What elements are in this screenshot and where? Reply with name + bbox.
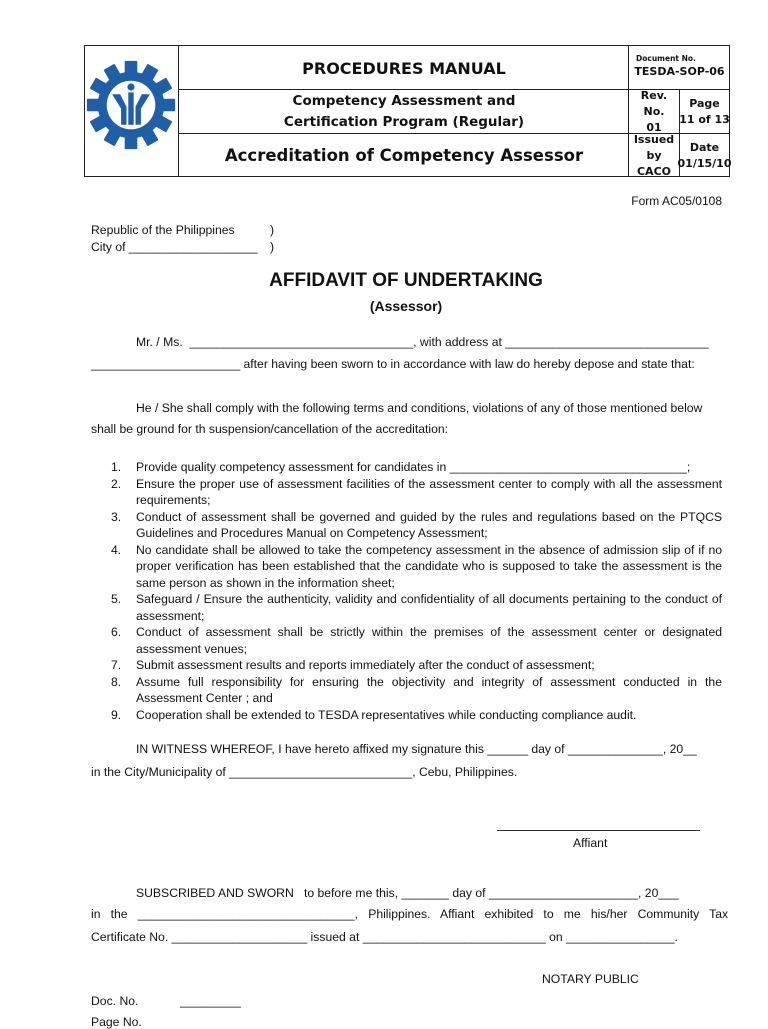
affidavit-title: AFFIDAVIT OF UNDERTAKING [269, 270, 543, 291]
affiant-label: Affiant [573, 836, 608, 850]
term-number: 1. [111, 460, 122, 474]
date-cell [679, 134, 730, 177]
sworn-line-2: in the ________________________________, Philippines. Affiant exhibited to me his/her Community Tax [91, 907, 729, 921]
witness-line-1: IN WITNESS WHEREOF, I have hereto affixed my signature this ______ day of ______________, 20__ [136, 742, 697, 756]
doc-no-blank: _________ [180, 994, 242, 1008]
affiant-signature-line [497, 830, 700, 831]
term-number: 6. [111, 625, 122, 639]
sworn-line-3: Certificate No. ____________________ issued at ___________________________ on ________________. [91, 930, 678, 944]
term-number: 4. [111, 542, 122, 557]
term-text: Ensure the proper use of assessment facilities of the assessment center to comply with all the assessment requirements; [136, 476, 722, 507]
list-item [91, 657, 722, 674]
term-text: Conduct of assessment shall be strictly within the premises of the assessment center or designated assessment venues; [136, 625, 722, 656]
venue-paren-2: ) [270, 240, 275, 254]
date-label: Date [689, 140, 720, 154]
intro-line-3: He / She shall comply with the following terms and conditions, violations of any of those mentioned below [136, 401, 703, 415]
document-number: TESDA-SOP-06 [634, 65, 725, 78]
term-text: Safeguard / Ensure the authenticity, validity and confidentiality of all documents pertaining to the conduct of assessment; [136, 592, 722, 623]
term-number: 5. [111, 592, 122, 606]
term-number: 2. [111, 476, 122, 491]
page-value: 11 of 13 [679, 113, 730, 126]
term-number: 9. [111, 707, 122, 722]
tesda-gear-logo-icon [86, 60, 176, 150]
document-number-cell [629, 46, 730, 90]
document-header [84, 45, 730, 177]
venue-republic: Republic of the Philippines [91, 223, 235, 237]
program-line-1: Competency Assessment and [292, 93, 516, 109]
revision-cell [629, 90, 679, 134]
notary-public-label: NOTARY PUBLIC [542, 972, 639, 986]
term-number: 8. [111, 674, 122, 689]
term-number: 7. [111, 658, 122, 672]
affidavit-subtitle: (Assessor) [369, 298, 443, 314]
list-item [91, 459, 722, 476]
document-number-label: Document No. [636, 54, 696, 63]
list-item [91, 674, 722, 707]
issued-by-value: CACO [636, 164, 671, 178]
list-item [91, 591, 722, 624]
doc-no-label: Doc. No. [91, 994, 139, 1008]
revision-value: 01 [646, 121, 662, 134]
intro-line-2: ______________________ after having been sworn to in accordance with law do hereby depose and state that: [91, 357, 695, 371]
issued-by-label: Issued by [633, 132, 675, 162]
revision-label: Rev. No. [640, 89, 668, 118]
term-text: Submit assessment results and reports immediately after the conduct of assessment; [136, 658, 595, 672]
term-text: Assume full responsibility for ensuring the objectivity and integrity of assessment conducted in the Assessment Center ; and [136, 674, 722, 705]
list-item [91, 707, 722, 724]
term-text: No candidate shall be allowed to take the competency assessment in the absence of admission slip of if no proper verification has been established that the candidate who is supposed to take the assessment is the same person as shown in the information sheet; [136, 542, 722, 590]
term-text: Cooperation shall be extended to TESDA representatives while conducting compliance audit. [136, 707, 637, 722]
date-value: 01/15/10 [677, 156, 732, 170]
manual-title: PROCEDURES MANUAL [302, 58, 506, 78]
witness-line-2: in the City/Municipality of ___________________________, Cebu, Philippines. [91, 765, 518, 779]
venue-paren-1: ) [270, 223, 275, 237]
form-number: Form AC05/0108 [631, 194, 722, 208]
list-item [91, 509, 722, 542]
program-title [179, 90, 629, 134]
list-item [91, 476, 722, 509]
issued-by-cell [629, 134, 679, 177]
term-text: Provide quality competency assessment for candidates in ___________________________________; [136, 460, 691, 474]
term-number: 3. [111, 509, 122, 524]
program-line-2: Certification Program (Regular) [283, 114, 525, 130]
terms-list [91, 459, 722, 723]
subject-title: Accreditation of Competency Assessor [224, 146, 584, 165]
term-text: Conduct of assessment shall be governed and guided by the rules and regulations based on the PTQCS Guidelines and Procedures Manual on Competency Assessment; [136, 509, 722, 540]
page-no-label: Page No. [91, 1015, 142, 1029]
page-cell [679, 90, 730, 134]
intro-line-4: shall be ground for th suspension/cancellation of the accreditation: [91, 422, 449, 436]
intro-line-1: Mr. / Ms. _________________________________, with address at ______________________________ [136, 335, 709, 349]
list-item [91, 624, 722, 657]
sworn-line-1: SUBSCRIBED AND SWORN to before me this, _______ day of ______________________, 20___ [136, 886, 679, 900]
list-item [91, 542, 722, 592]
venue-city: City of ___________________ [91, 240, 258, 254]
page-label: Page [689, 97, 720, 110]
